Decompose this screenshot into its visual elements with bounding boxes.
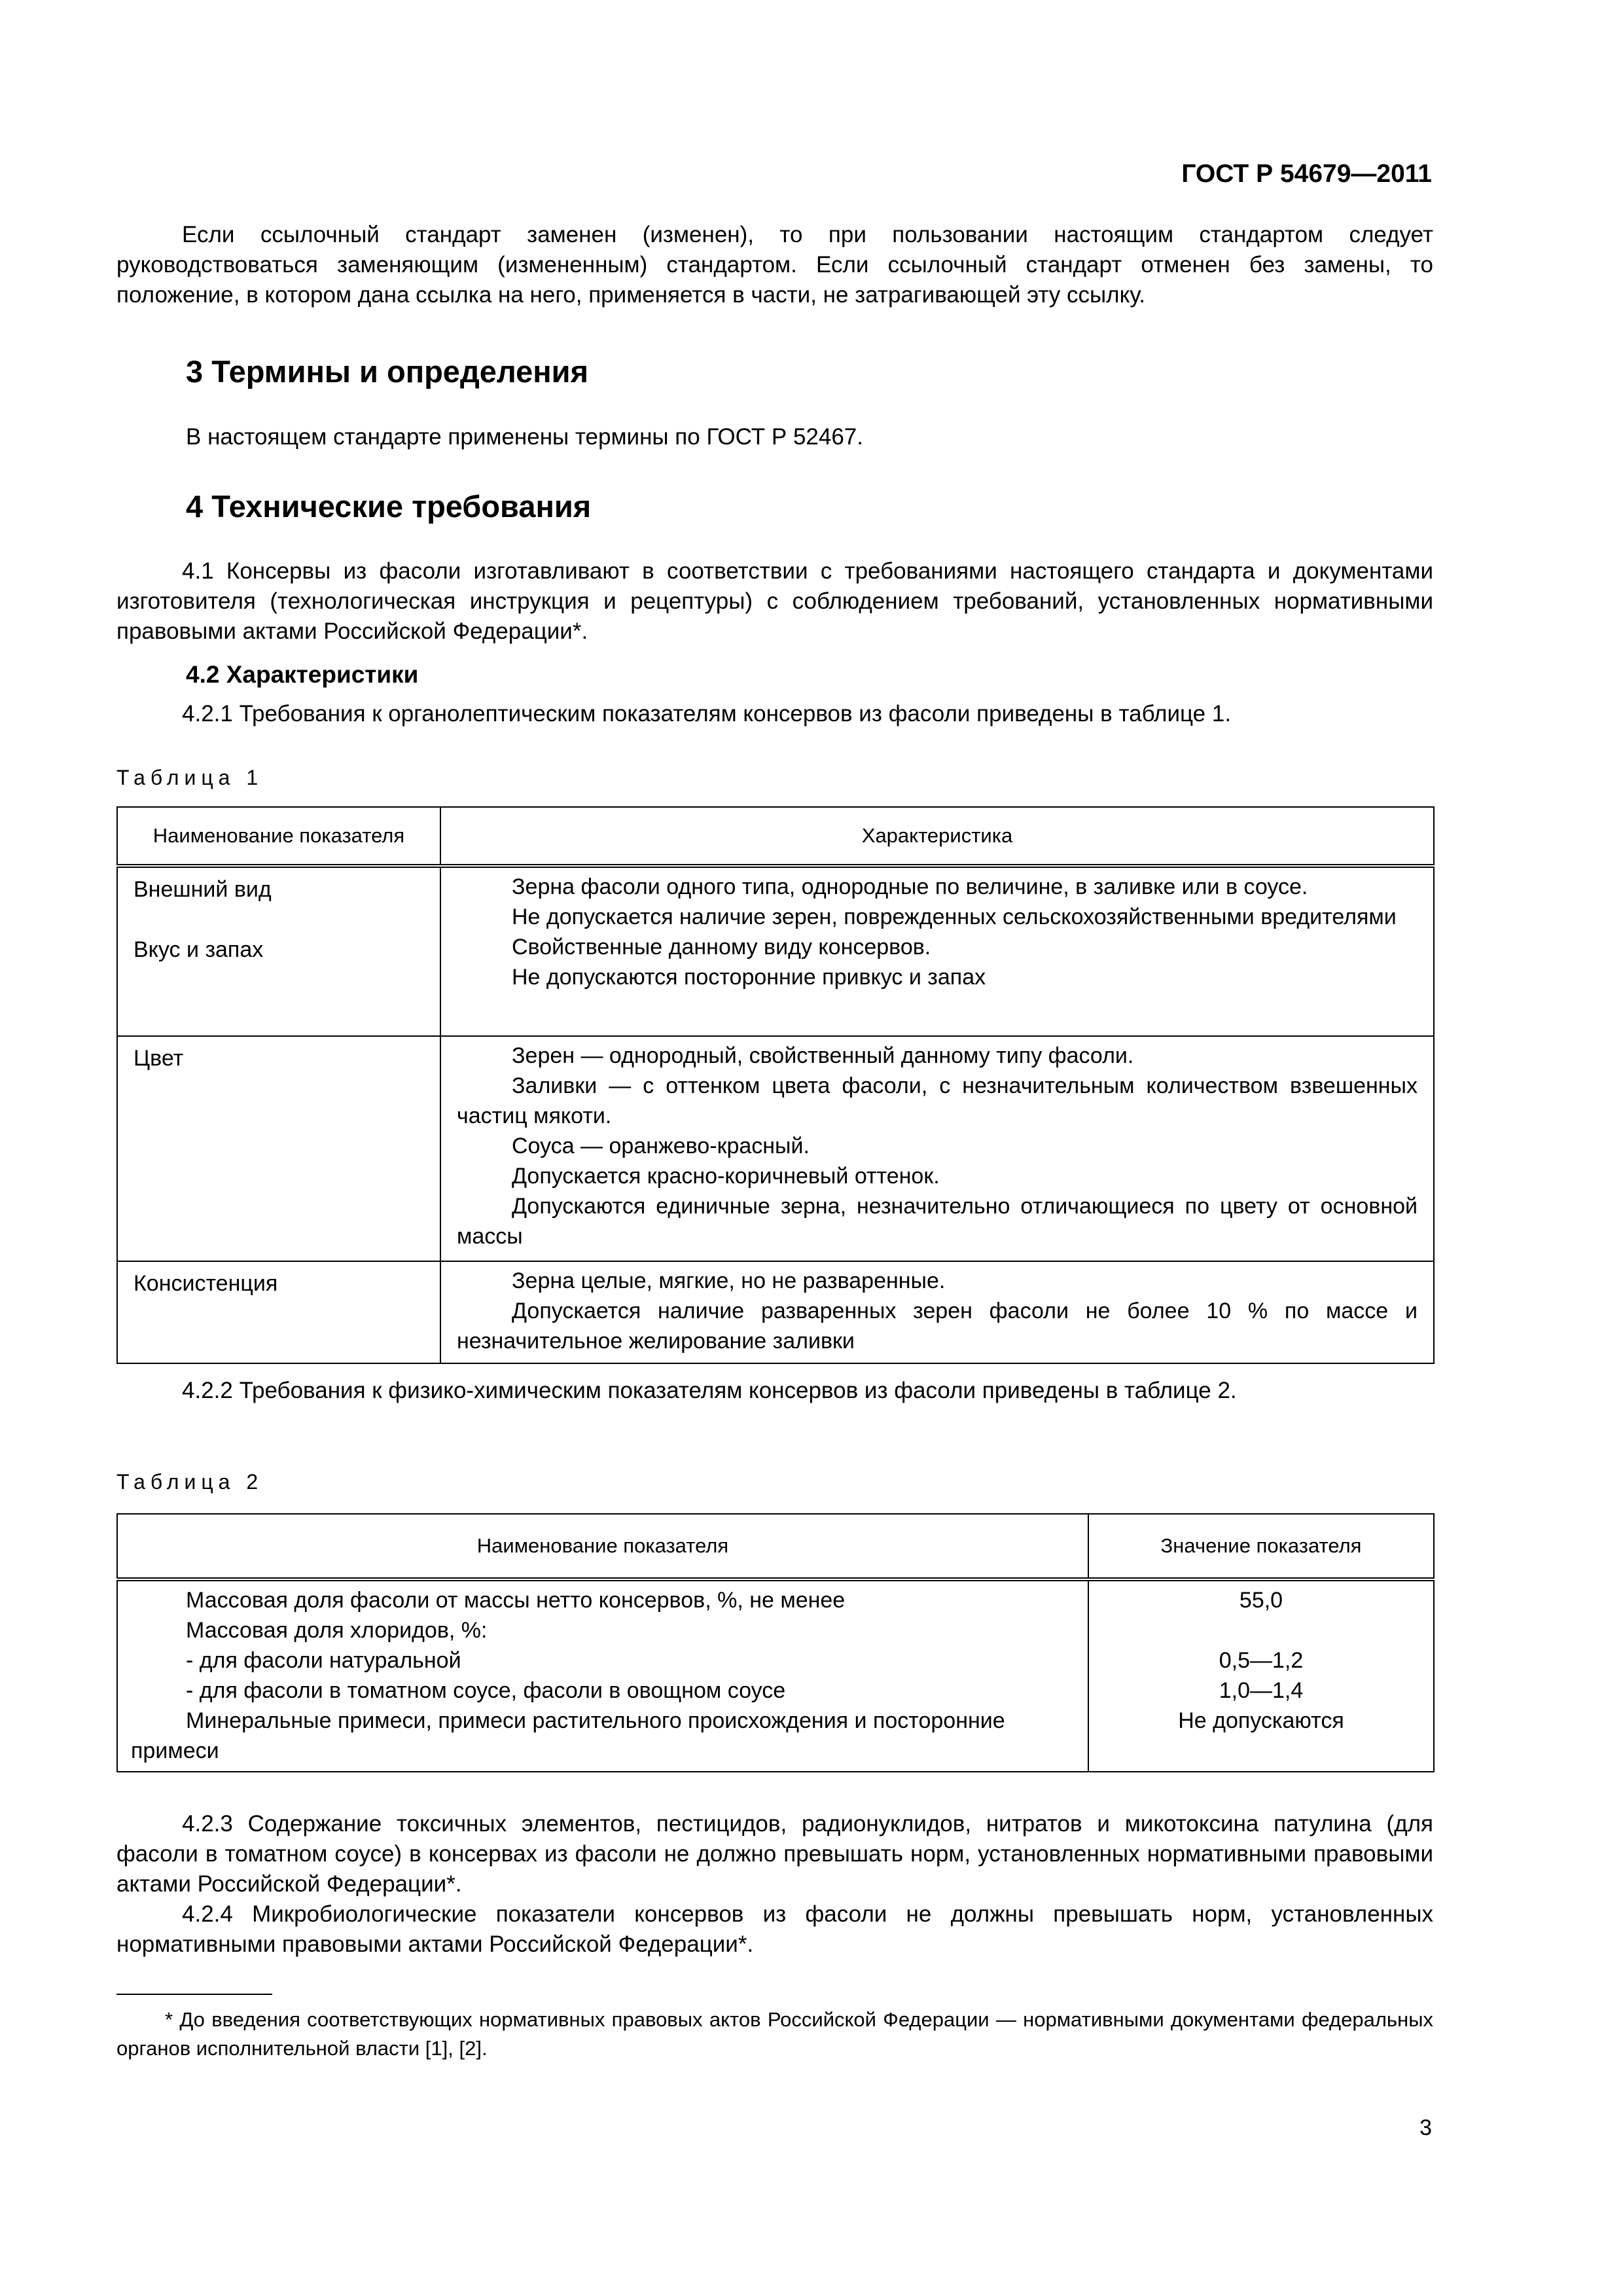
table-2-value: 1,0—1,4	[1219, 1678, 1304, 1703]
table-2-value: 0,5—1,2	[1219, 1648, 1304, 1673]
paragraph-4-2-1: 4.2.1 Требования к органолептическим показателям консервов из фасоли приведены в таблице 1.	[182, 701, 1232, 726]
table-1-cell-line: Допускаются единичные зерна, незначительно отличающиеся по цвету от основной массы	[457, 1194, 1418, 1249]
table-2-caption: Таблица 2	[116, 1470, 264, 1494]
section-3-text: В настоящем стандарте применены термины по ГОСТ Р 52467.	[186, 424, 863, 450]
table-1-cell-line: Свойственные данному виду консервов.	[512, 935, 931, 960]
table-2-item: - для фасоли в томатном соусе, фасоли в овощном соусе	[186, 1678, 786, 1703]
table-1-cell-line: Допускается красно-коричневый оттенок.	[512, 1164, 940, 1189]
section-3-heading: 3 Термины и определения	[186, 354, 588, 389]
table-2-value: 55,0	[1239, 1588, 1283, 1613]
table-1	[116, 806, 1435, 1364]
paragraph-4-2-3: 4.2.3 Содержание токсичных элементов, пестицидов, радионуклидов, нитратов и микотоксина патулина (для фасоли в томатном соусе) в консервах из фасоли не должно превышать норм, установленных нормативными правовыми актами Российской Федерации*.	[116, 1811, 1433, 1897]
table-1-cell-line: Допускается наличие разваренных зерен фасоли не более 10 % по массе и незначительное желирование заливки	[457, 1299, 1418, 1354]
document-code-header: ГОСТ Р 54679—2011	[1181, 160, 1432, 188]
table-1-row-name: Внешний вид	[134, 877, 272, 902]
table-1-cell-line: Соуса — оранжево-красный.	[512, 1134, 810, 1158]
table-row	[117, 1261, 1434, 1363]
paragraph-4-2-4: 4.2.4 Микробиологические показатели консервов из фасоли не должны превышать норм, установленных нормативными правовыми актами Российской Федерации*.	[116, 1901, 1433, 1957]
table-2-item: Массовая доля хлоридов, %:	[186, 1618, 488, 1643]
table-row	[117, 866, 1434, 1036]
table-2-item: - для фасоли натуральной	[186, 1648, 461, 1673]
footnote: * До введения соответствующих нормативных правовых актов Российской Федерации — нормативными документами федеральных органов исполнительной власти [1], [2].	[116, 2008, 1433, 2060]
table-1-cell-line: Не допускаются посторонние привкус и запах	[512, 965, 986, 990]
table-1-row-name: Консистенция	[134, 1271, 278, 1296]
table-2-header-name: Наименование показателя	[117, 1514, 1088, 1579]
table-1-row-name: Цвет	[134, 1046, 184, 1071]
table-1-cell-line: Зерен — однородный, свойственный данному типу фасоли.	[512, 1043, 1134, 1068]
table-1-header-name: Наименование показателя	[117, 807, 440, 866]
table-row	[117, 1036, 1434, 1261]
subsection-4-2-heading: 4.2 Характеристики	[186, 661, 419, 688]
table-2-item: Массовая доля фасоли от массы нетто консервов, %, не менее	[186, 1588, 846, 1613]
table-row	[117, 1579, 1434, 1772]
footnote-divider	[116, 1994, 272, 1995]
table-1-row-name: Вкус и запах	[134, 937, 264, 962]
table-2	[116, 1513, 1435, 1772]
page-number: 3	[1419, 2115, 1432, 2140]
table-2-item: Минеральные примеси, примеси растительного происхождения и посторонние примеси	[131, 1708, 1005, 1763]
table-1-cell-line: Зерна фасоли одного типа, однородные по величине, в заливке или в соусе.	[512, 874, 1308, 899]
intro-paragraph: Если ссылочный стандарт заменен (изменен), то при пользовании настоящим стандартом следует руководствоваться заменяющим (измененным) стандартом. Если ссылочный стандарт отменен без замены, то положение, в котором дана ссылка на него, применяется в части, не затрагивающей эту ссылку.	[116, 222, 1433, 308]
table-1-cell-line: Не допускается наличие зерен, поврежденных сельскохозяйственными вредителями	[512, 905, 1397, 929]
paragraph-4-2-2: 4.2.2 Требования к физико-химическим показателям консервов из фасоли приведены в таблице 2.	[182, 1378, 1237, 1403]
table-1-header-characteristic: Характеристика	[440, 807, 1434, 866]
table-1-cell-line: Зерна целые, мягкие, но не разваренные.	[512, 1268, 946, 1293]
table-1-cell-line: Заливки — с оттенком цвета фасоли, с незначительным количеством взвешенных частиц мякоти.	[457, 1073, 1418, 1128]
table-2-value: Не допускаются	[1178, 1708, 1344, 1733]
paragraph-4-1: 4.1 Консервы из фасоли изготавливают в соответствии с требованиями настоящего стандарта и документами изготовителя (технологическая инструкция и рецептуры) с соблюдением требований, установленных нормативными правовыми актами Российской Федерации*.	[116, 558, 1433, 644]
table-1-caption: Таблица 1	[116, 766, 264, 789]
section-4-heading: 4 Технические требования	[186, 489, 592, 524]
table-2-header-value: Значение показателя	[1088, 1514, 1434, 1579]
